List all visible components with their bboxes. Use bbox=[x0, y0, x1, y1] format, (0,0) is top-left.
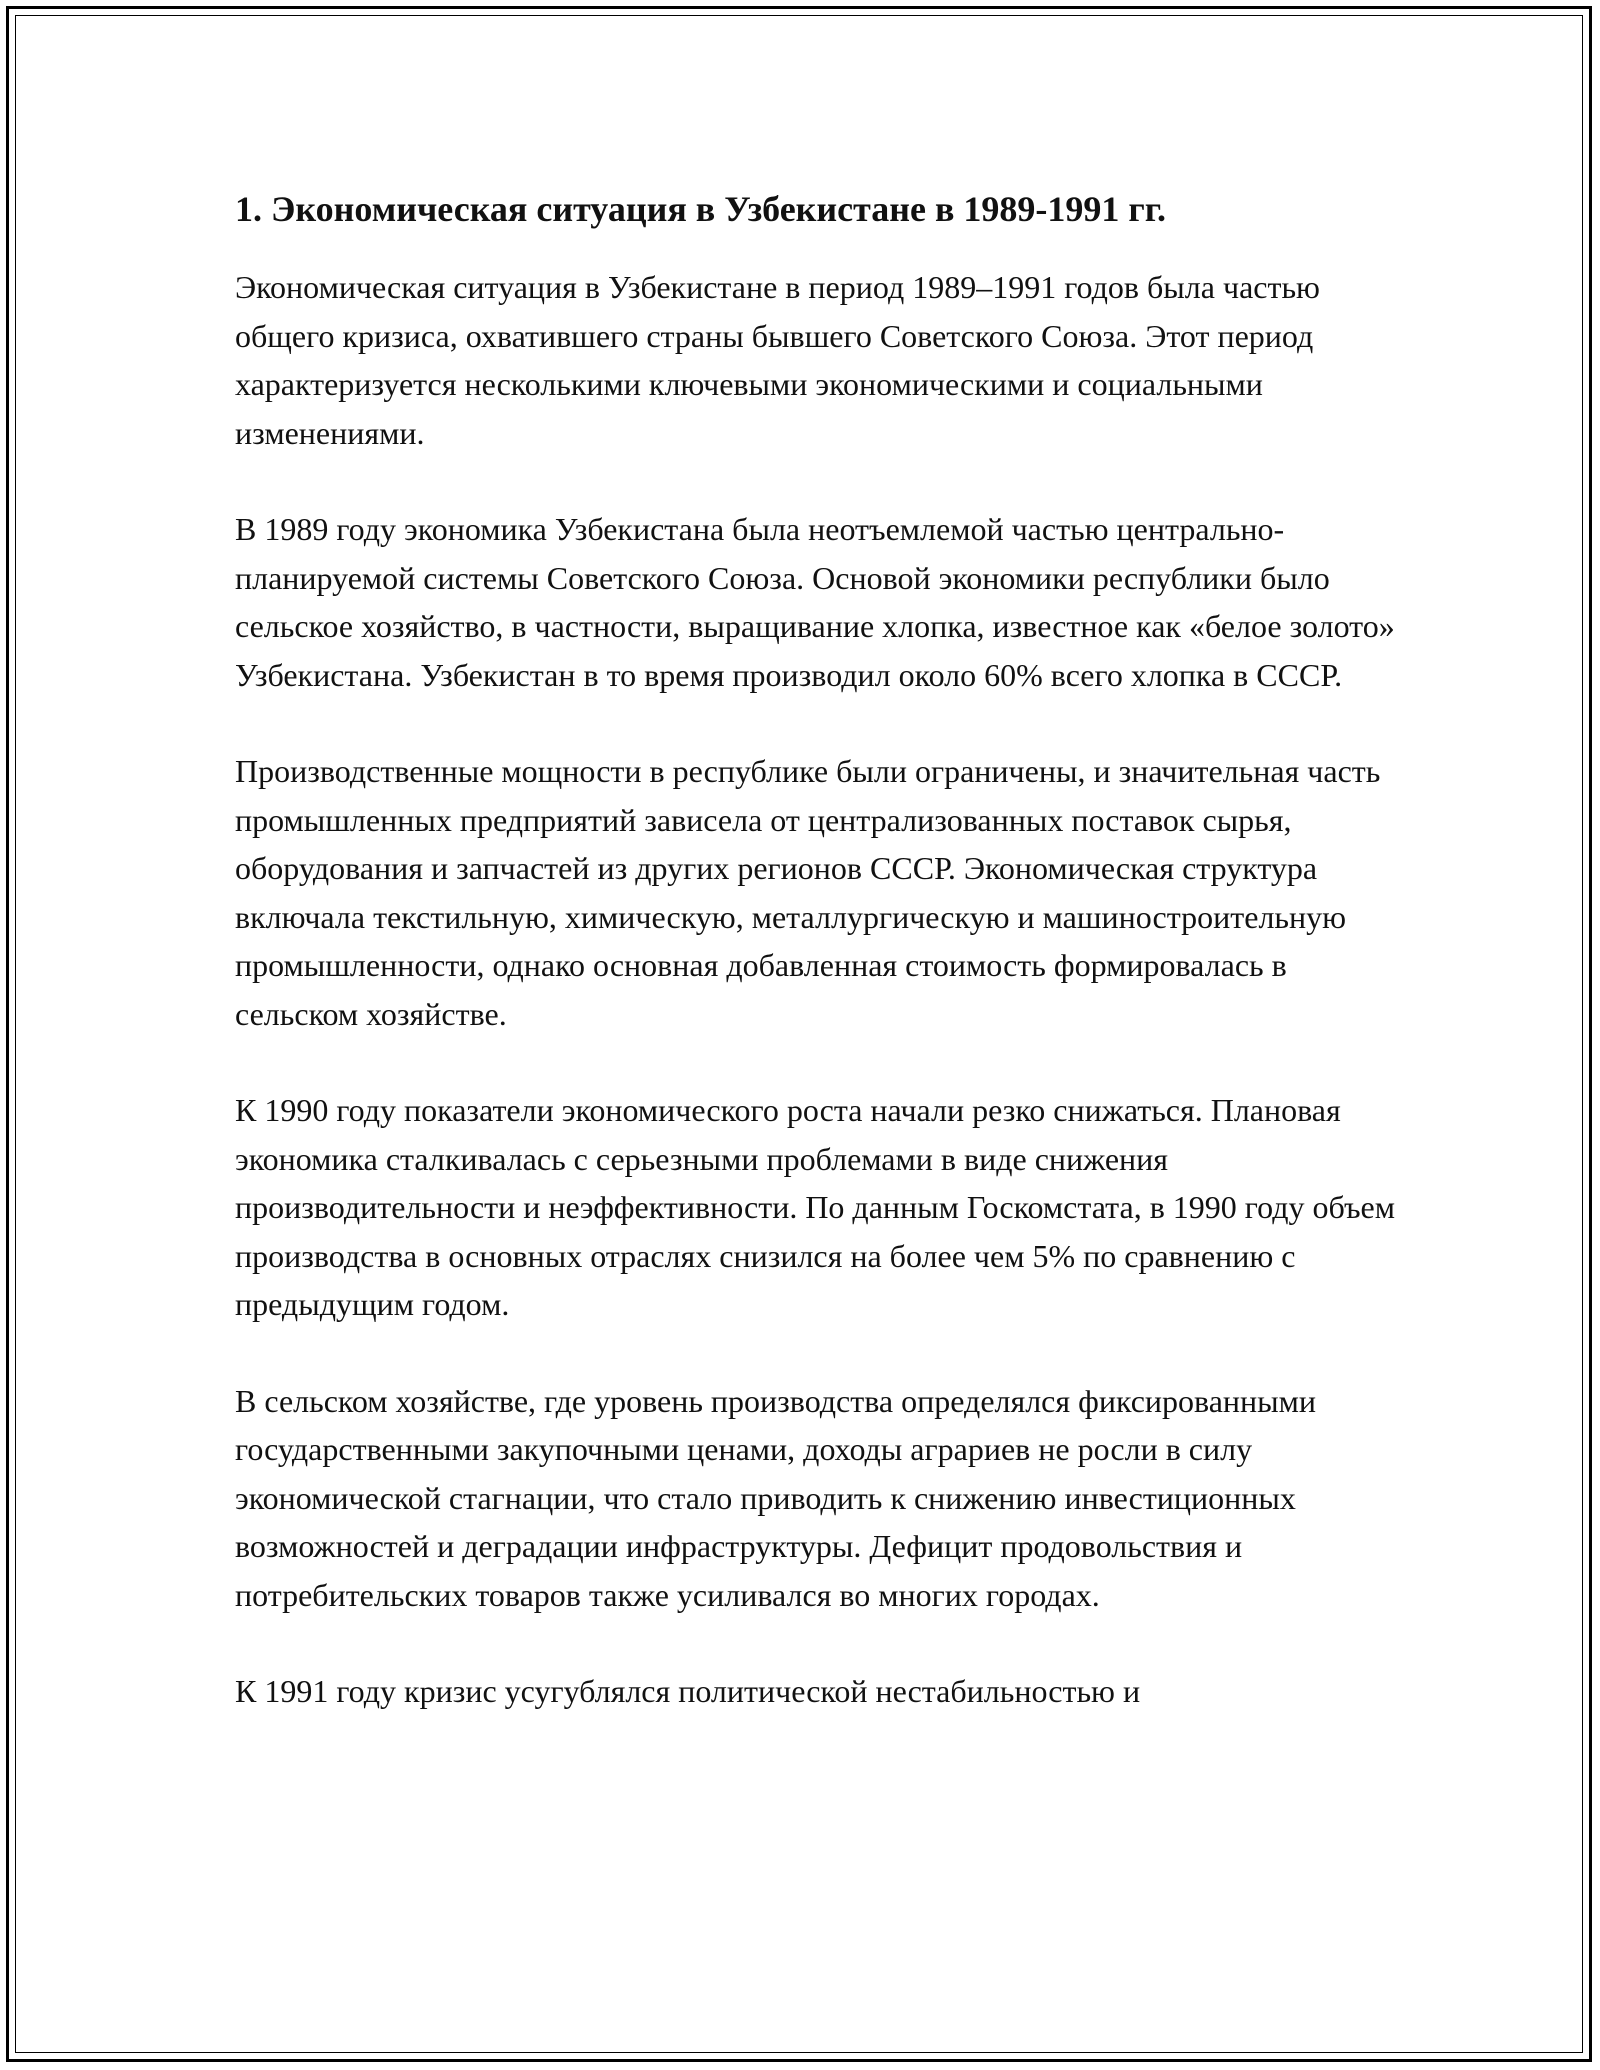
section-title: 1. Экономическая ситуация в Узбекистане в 1989-1991 гг. bbox=[235, 189, 1167, 229]
paragraph-agriculture: В сельском хозяйстве, где уровень производства определялся фиксированными государственными закупочными ценами, доходы аграриев не росли в силу экономической стагнации, что стало приводить к снижению инвестиционных возможностей и деградации инфраструктуры. Дефицит продовольствия и потребительских товаров также усиливался во многих городах. bbox=[235, 1382, 1317, 1613]
paragraph-1989: В 1989 году экономика Узбекистана была неотъемлемой частью центрально-планируемой системы Советского Союза. Основой экономики республики было сельское хозяйство, в частности, выращивание хлопка, известное как «белое золото» Узбекистана. Узбекистан в то время производил около 60% всего хлопка в СССР. bbox=[235, 511, 1395, 693]
paragraph-industry: Производственные мощности в республике были ограничены, и значительная часть промышленных предприятий зависела от централизованных поставок сырья, оборудования и запчастей из других регионов СССР. Экономическая структура включала текстильную, химическую, металлургическую и машиностроительную промышленности, однако основная добавленная стоимость формировалась в сельском хозяйстве. bbox=[235, 753, 1381, 1032]
document-body bbox=[235, 185, 1410, 1764]
paragraph-intro: Экономическая ситуация в Узбекистане в период 1989–1991 годов была частью общего кризиса, охватившего страны бывшего Советского Союза. Этот период характеризуется несколькими ключевыми экономическими и социальными изменениями. bbox=[235, 269, 1320, 451]
paragraph-1990: К 1990 году показатели экономического роста начали резко снижаться. Плановая экономика сталкивалась с серьезными проблемами в виде снижения производительности и неэффективности. По данным Госкомстата, в 1990 году объем производства в основных отраслях снизился на более чем 5% по сравнению с предыдущим годом. bbox=[235, 1092, 1395, 1322]
paragraph-1991: К 1991 году кризис усугублялся политической нестабильностью и bbox=[235, 1673, 1141, 1709]
